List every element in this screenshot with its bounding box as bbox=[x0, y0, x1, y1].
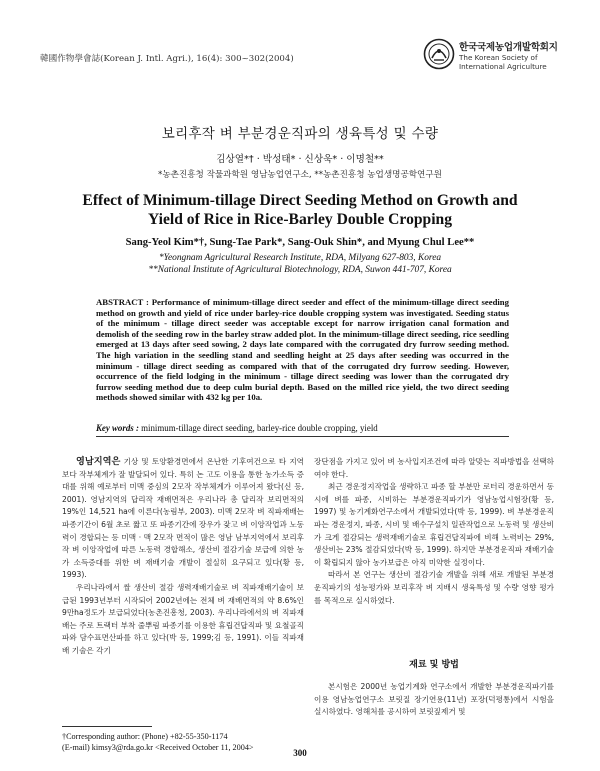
society-logo bbox=[423, 38, 573, 78]
authors-english: Sang-Yeol Kim*†, Sung-Tae Park*, Sang-Ouk Shin*, and Myung Chul Lee** bbox=[125, 237, 475, 248]
journal-citation: 韓國作物學會誌(Korean J. Intl. Agri.), 16(4): 300~302(2004) bbox=[40, 54, 294, 64]
footnote-divider bbox=[62, 726, 152, 727]
body-left-column bbox=[62, 456, 304, 658]
affiliation-english-2: **National Institute of Agricultural Biotechnology, RDA, Suwon 441-707, Korea bbox=[148, 265, 452, 275]
section-heading-methods: 재료 및 방법 bbox=[409, 660, 459, 670]
keywords-divider bbox=[96, 436, 509, 437]
page-number: 300 bbox=[293, 748, 307, 758]
title-english-line-1: Effect of Minimum-tillage Direct Seeding Method on Growth and bbox=[82, 192, 518, 209]
abstract: ABSTRACT : Performance of minimum-tillage direct seeder and effect of the minimum-tillage direct seeding method on growth and yield of rice under barley-rice double cropping system was investigated. Seeding status of the minimum - tillage direct seeder was acceptable except for narrow irrigation canal formation and demolish of the seeding row in the barley straw added plot. In the minimum-tillage direct seeding, rice seedling emerged at 13 days after seed sowing, 2 days late compared with the corrugated dry furrow seeding method. The high variation in the seedling stand and seedling height at 25 days after seeding was occurred in the minimum - tillage direct seeding as compared with that of the corrugated dry furrow seeding. However, occurrence of the field lodging in the minimum - tillage direct seeding was lower than the corrugated dry furrow seeding method due to deep culm burial depth. Based on the milled rice yield, the two direct seeding methods showed similar with 432 kg per 10a. bbox=[96, 297, 509, 403]
body-right-column bbox=[314, 456, 554, 607]
society-name-en: The Korean Society of International Agriculture bbox=[459, 53, 547, 71]
title-korean: 보리후작 벼 부분경운직파의 생육특성 및 수량 bbox=[161, 126, 439, 142]
keywords-label: Key words : bbox=[96, 423, 139, 433]
body-right-column-methods bbox=[314, 681, 554, 719]
body-text: 기상 및 토양환경면에서 온난한 기후여건으로 타 지역보다 작부체계가 잘 발달되어 있다. 특히 논 고도 이용을 통한 농가소득 증대를 위해 예로부터 미맥 중심의 2모작 작부체계가 이루어져 왔다(신 등, 2001). 영남지역의 답리작 재배면적은 우리나라 총 답리작 보리면적의 19%인 14,521 ha에 이른다(농림부, 2003). 미맥 2모작 벼 직파재배는 파종기간이 6월 초로 짧고 또 파종기간에 장우가 잦고 벼 이앙작업과 노동력이 경합되는 등 미맥 · 맥 2모작 면적이 많은 영남 남부지역에서 보리후작 벼 이앙작업에 따른 노동력 경합해소, 생산비 절감기술 보급에 의한 농가 소득증대를 위한 벼 재배기술 개발이 절실히 요구되고 있다(황 등, 1993). bbox=[62, 457, 304, 580]
body-paragraph: 본시험은 2000년 농업기계화 연구소에서 개발한 부분경운직파기를 이용 영남농업연구소 보릿질 장기연용(11년) 포장(덕평통)에서 시험을 실시하였다. 영해처를 공시하여 보릿짚제거 및 bbox=[314, 682, 554, 717]
body-paragraph: 따라서 본 연구는 생산비 절감기술 개발을 위해 새로 개발된 부분경운직파기의 성능평가와 보리후작 벼 지배시 생육특성 및 수량 영향 평가를 목적으로 실시하였다. bbox=[314, 570, 554, 605]
lead-word: 영남지역은 bbox=[76, 456, 121, 467]
keywords-text: minimum-tillage direct seeding, barley-rice double cropping, yield bbox=[141, 423, 378, 433]
society-emblem-icon bbox=[423, 38, 455, 70]
society-name-ko: 한국국제농업개발학회지 bbox=[459, 42, 558, 53]
footnote-line-2: (E-mail) kimsy3@rda.go.kr <Received October 11, 2004> bbox=[62, 743, 254, 752]
body-paragraph: 최근 경운정지작업을 생략하고 파종 할 부분만 로터리 경운하면서 동시에 벼를 파종, 시비하는 부분경운직파기가 영남농업시험장(황 등, 1997) 및 농기계화연구소에서 개발되었다(박 등, 1999). 벼 부분경운직파는 경운정지, 파종, 시비 및 배수구설치 일관작업으로 노동력 및 생산비가 크게 절감되는 생력재배기술로 휴립건답직파에 비해 노력비는 29%, 생산비는 23% 절감되었다(박 등, 1999). 하지만 부분경운직파 재배기술이 확립되지 않아 농가보급은 아직 미약한 실정이다. bbox=[314, 482, 554, 567]
footnote-line-1: †Corresponding author: (Phone) +82-55-350-1174 bbox=[62, 732, 228, 741]
affiliation-english-1: *Yeongnam Agricultural Research Institute, RDA, Milyang 627-803, Korea bbox=[158, 253, 442, 263]
body-paragraph: 우리나라에서 쌀 생산비 절감 생력재배기술로 벼 직파재배기술이 보급된 1993년부터 시작되어 2002년에는 전체 벼 재배면적의 약 8.6%인 9만ha정도가 보급되었다(농촌진흥청, 2003). 우리나라에서의 벼 직파재배는 주로 트랙터 부착 줄뿌림 파종기를 이용한 휴립건답직파 및 요철골직파와 담수표면산파를 하고 있다(박 등, 1999;김 등, 1991). 이들 직파재배 기술은 각기 bbox=[62, 582, 304, 655]
affiliation-korean: *농촌진흥청 작물과학원 영남농업연구소, **농촌진흥청 농업생명공학연구원 bbox=[158, 170, 442, 180]
authors-korean: 김상열*† · 박성태* · 신상욱* · 이명철** bbox=[216, 154, 384, 165]
keywords bbox=[96, 423, 509, 433]
body-paragraph: 장단점을 가지고 있어 벼 농사입지조건에 따라 알맞는 직파방법을 선택하여야 한다. bbox=[314, 457, 554, 479]
affiliation-english bbox=[0, 252, 600, 276]
title-english-line-2: Yield of Rice in Rice-Barley Double Cropping bbox=[147, 210, 453, 228]
title-english bbox=[0, 192, 600, 229]
body-paragraph bbox=[62, 456, 304, 582]
